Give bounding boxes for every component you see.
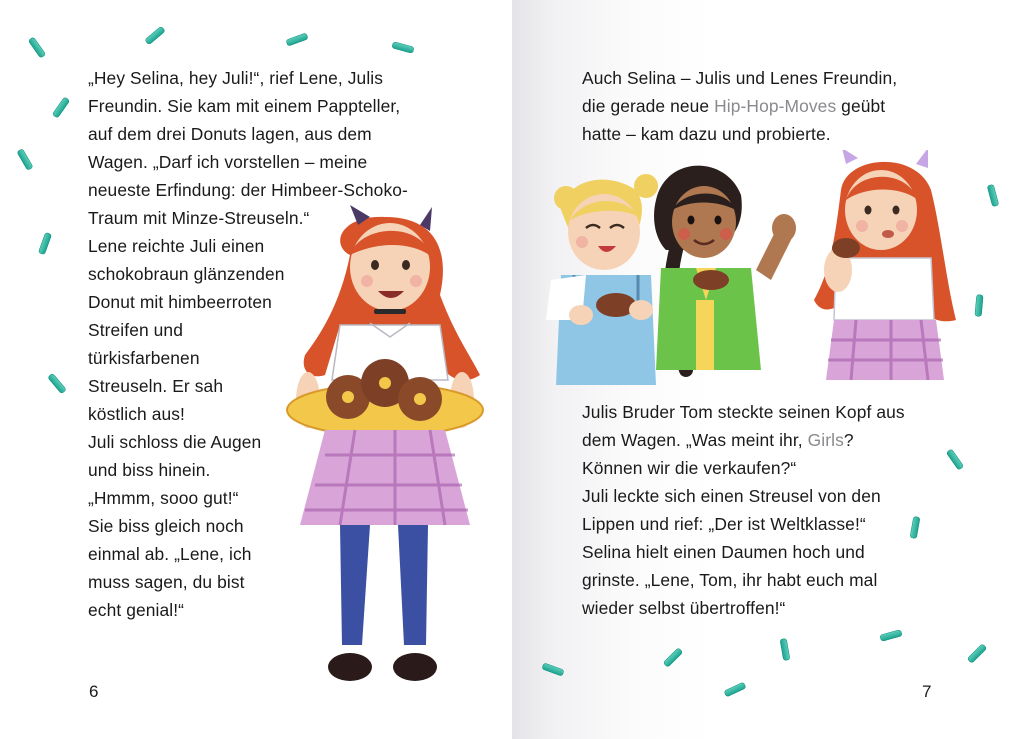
text-line: Streuseln. Er sah xyxy=(88,376,224,396)
sprinkle-icon xyxy=(780,638,791,661)
text-line: Donut mit himbeerroten xyxy=(88,292,272,312)
sprinkle-icon xyxy=(16,148,33,171)
text-line xyxy=(582,426,905,454)
page-number-left: 6 xyxy=(89,682,99,701)
sprinkle-icon xyxy=(987,184,999,207)
sprinkle-icon xyxy=(391,41,414,53)
sprinkle-icon xyxy=(47,373,67,394)
text-line: auf dem drei Donuts lagen, aus dem xyxy=(88,124,372,144)
text-line: Traum mit Minze-Streuseln.“ xyxy=(88,208,310,228)
page-number-right: 7 xyxy=(922,682,932,701)
sprinkle-icon xyxy=(975,294,984,317)
text-line: grinste. „Lene, Tom, ihr habt euch mal xyxy=(582,570,878,590)
text-segment: die gerade neue xyxy=(582,96,715,116)
text-line: echt genial!“ xyxy=(88,600,185,620)
text-line: hatte – kam dazu und probierte. xyxy=(582,124,831,144)
text-line: Können wir die verkaufen?“ xyxy=(582,458,797,478)
text-line xyxy=(582,92,897,120)
text-line: muss sagen, du bist xyxy=(88,572,245,592)
text-line: Julis Bruder Tom steckte seinen Kopf aus xyxy=(582,402,905,422)
text-line: Sie biss gleich noch xyxy=(88,516,244,536)
sprinkle-icon xyxy=(28,36,46,58)
sprinkle-icon xyxy=(946,448,964,470)
text-line: Lene reichte Juli einen xyxy=(88,236,265,256)
sprinkle-icon xyxy=(52,96,70,118)
sprinkle-icon xyxy=(38,232,52,255)
highlighted-term: Girls xyxy=(807,430,844,450)
text-line: Streifen und xyxy=(88,320,183,340)
illustration-three-girls-eating-donuts xyxy=(546,150,966,395)
sprinkle-icon xyxy=(285,32,308,46)
highlighted-term: Hip-Hop-Moves xyxy=(714,96,837,116)
text-line: Juli schloss die Augen xyxy=(88,432,262,452)
right-page-text-top xyxy=(582,64,897,148)
text-line: schokobraun glänzenden xyxy=(88,264,285,284)
text-line: „Hmmm, sooo gut!“ xyxy=(88,488,239,508)
sprinkle-icon xyxy=(663,647,684,668)
text-line: wieder selbst übertroffen!“ xyxy=(582,598,786,618)
text-line: Lippen und rief: „Der ist Weltklasse!“ xyxy=(582,514,866,534)
text-line: einmal ab. „Lene, ich xyxy=(88,544,252,564)
text-line: Freundin. Sie kam mit einem Pappteller, xyxy=(88,96,401,116)
text-segment: geübt xyxy=(836,96,886,116)
right-page-text-bottom xyxy=(582,398,905,622)
text-line: neueste Erfindung: der Himbeer-Schoko- xyxy=(88,180,408,200)
sprinkle-icon xyxy=(967,643,988,664)
sprinkle-icon xyxy=(910,516,921,539)
page-right xyxy=(512,0,1024,739)
text-line: und biss hinein. xyxy=(88,460,211,480)
text-line: Wagen. „Darf ich vorstellen – meine xyxy=(88,152,368,172)
text-line: Selina hielt einen Daumen hoch und xyxy=(582,542,865,562)
text-line: türkisfarbenen xyxy=(88,348,200,368)
text-line: Auch Selina – Julis und Lenes Freundin, xyxy=(582,68,898,88)
text-line: „Hey Selina, hey Juli!“, rief Lene, Julis xyxy=(88,68,384,88)
sprinkle-icon xyxy=(541,662,564,676)
sprinkle-icon xyxy=(144,26,165,46)
text-segment: ? xyxy=(843,430,854,450)
text-segment: dem Wagen. „Was meint ihr, xyxy=(582,430,808,450)
text-line: Juli leckte sich einen Streusel von den xyxy=(582,486,881,506)
left-page-text xyxy=(88,64,408,624)
sprinkle-icon xyxy=(724,682,747,698)
text-line: köstlich aus! xyxy=(88,404,185,424)
sprinkle-icon xyxy=(879,629,902,641)
